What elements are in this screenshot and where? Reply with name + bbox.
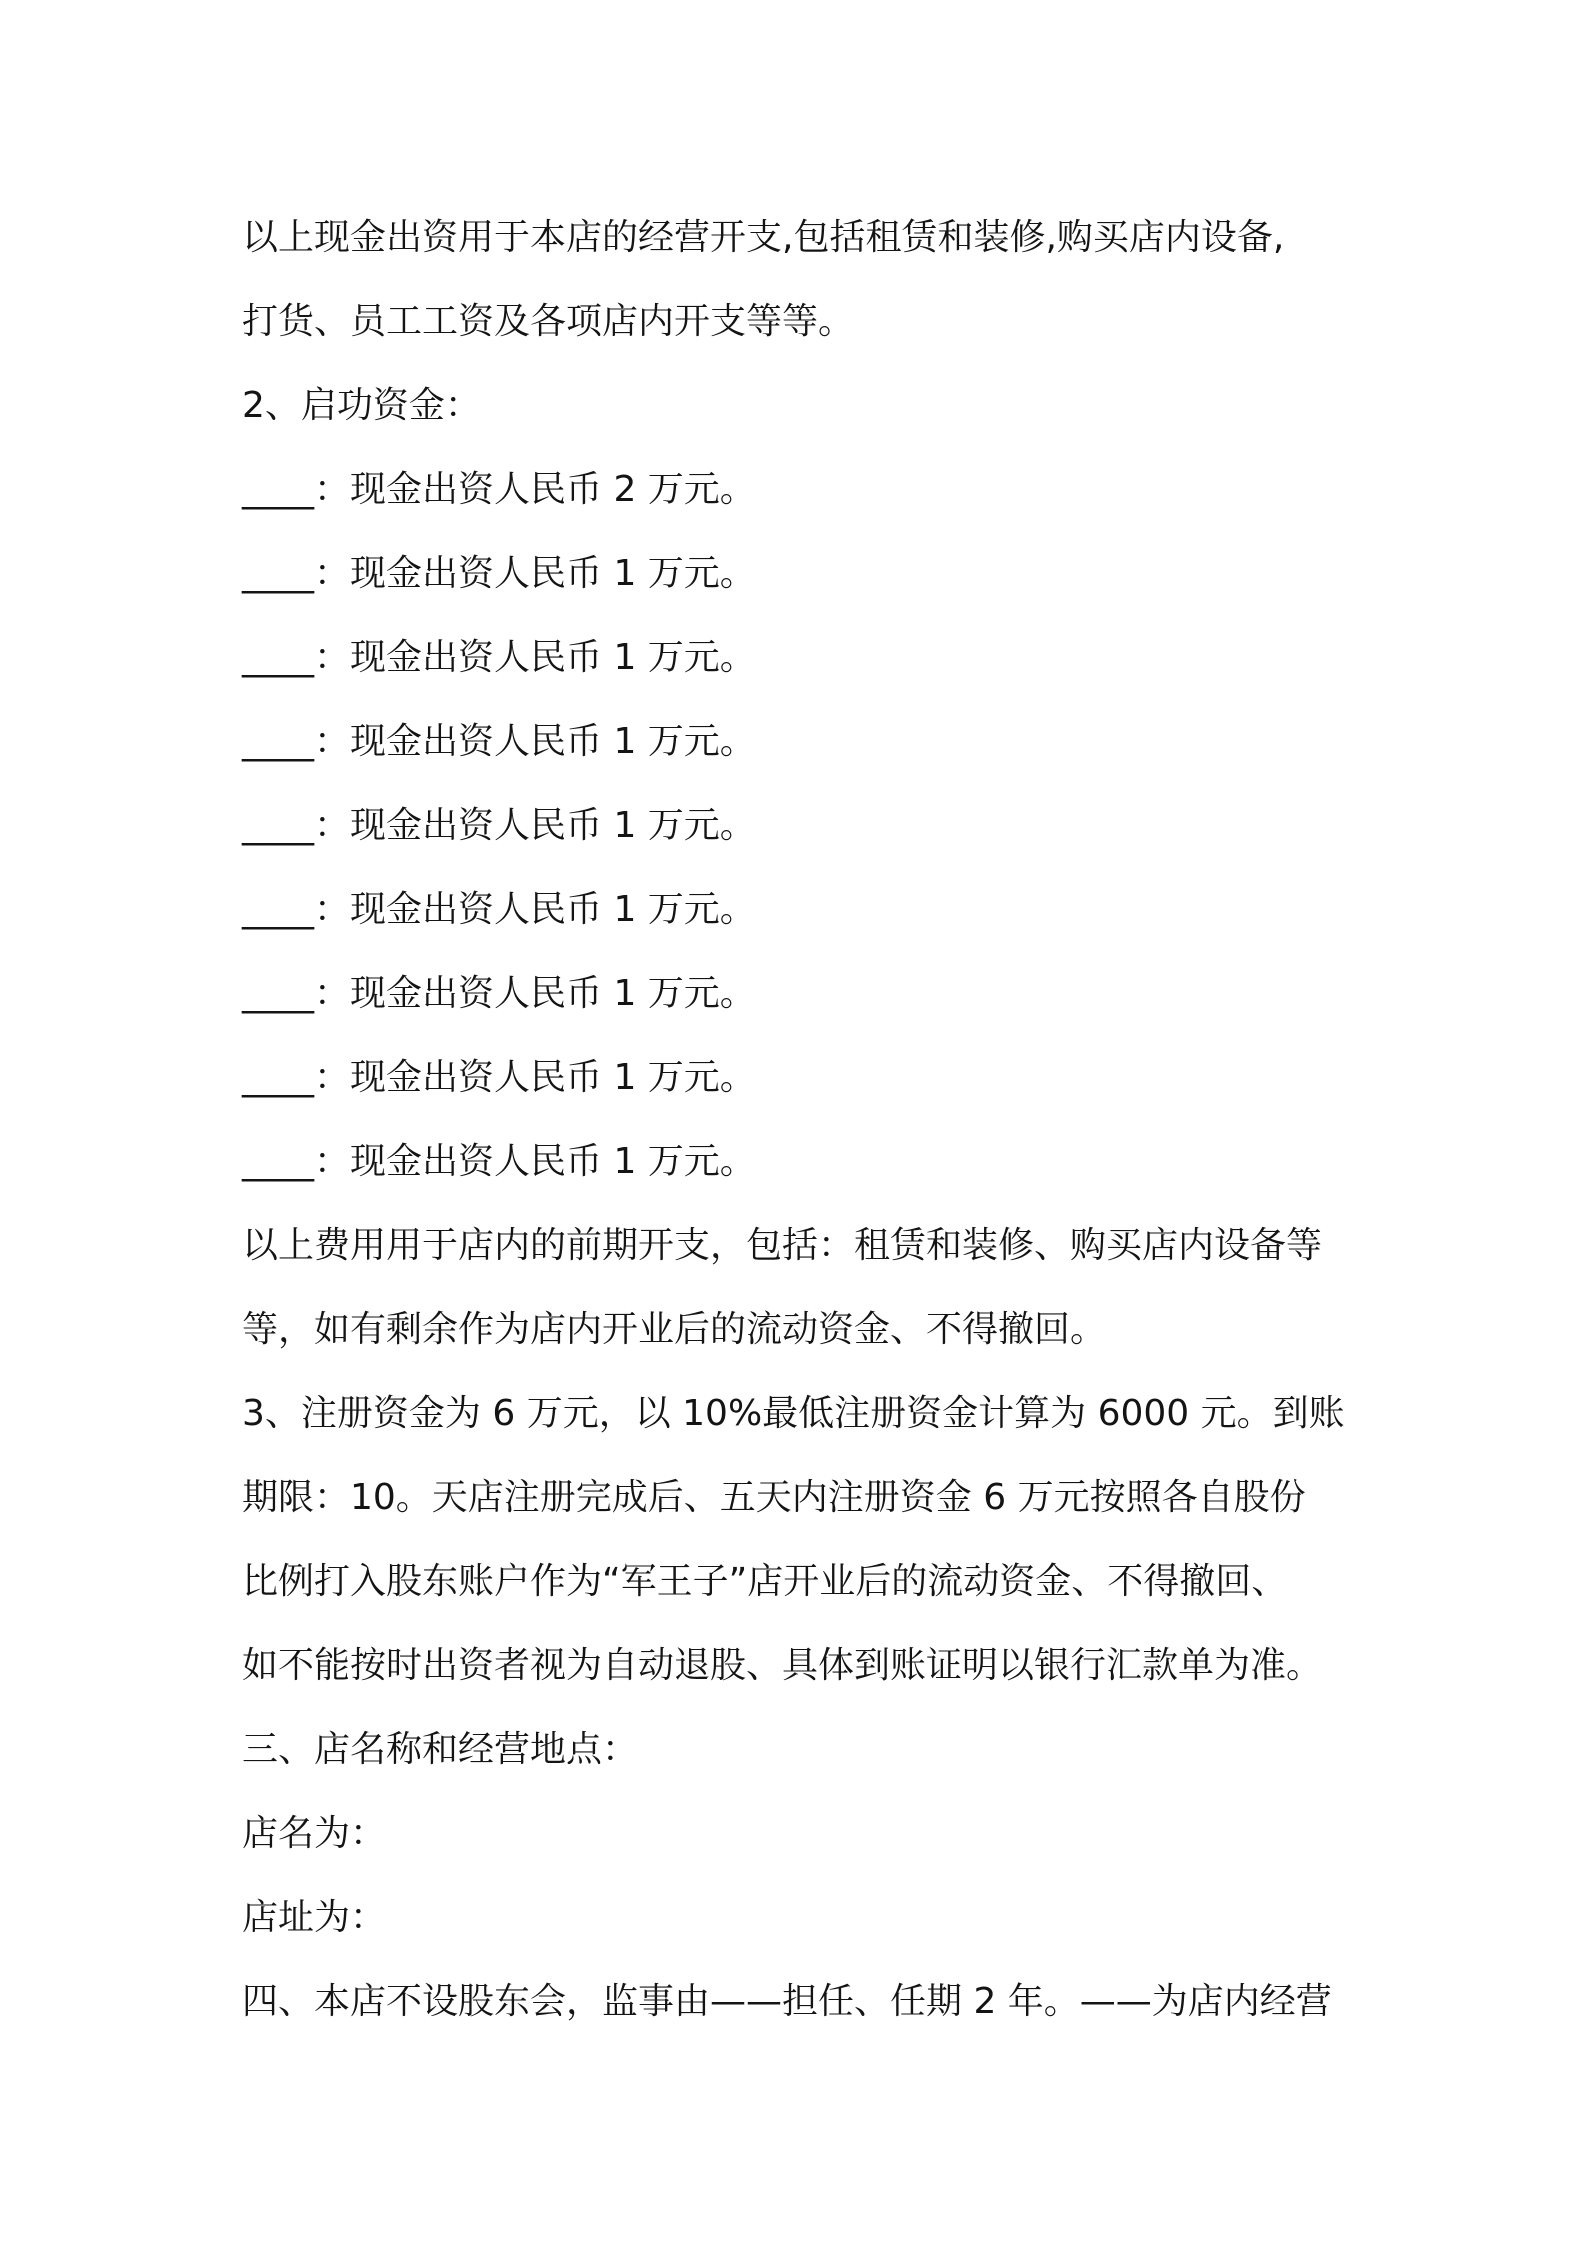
section-heading: 三、店名称和经营地点： [242, 1729, 639, 1770]
contribution-line: ____：现金出资人民币 1 万元。 [242, 973, 756, 1014]
paragraph-line: 以上费用用于店内的前期开支，包括：租赁和装修、购买店内设备等 [242, 1225, 1323, 1266]
paragraph-line: 打货、员工工资及各项店内开支等等。 [242, 301, 855, 342]
contribution-line: ____：现金出资人民币 1 万元。 [242, 1141, 756, 1182]
contribution-line: ____：现金出资人民币 1 万元。 [242, 889, 756, 930]
contribution-line: ____：现金出资人民币 1 万元。 [242, 553, 756, 594]
document-body [242, 196, 1362, 2044]
paragraph-line: 期限：10。天店注册完成后、五天内注册资金 6 万元按照各自股份 [242, 1477, 1306, 1518]
section-heading: 四、本店不设股东会，监事由——担任、任期 2 年。——为店内经营 [242, 1981, 1332, 2022]
paragraph-line: 比例打入股东账户作为“军王子”店开业后的流动资金、不得撤回、 [242, 1561, 1288, 1602]
paragraph-line: 如不能按时出资者视为自动退股、具体到账证明以银行汇款单为准。 [242, 1645, 1323, 1686]
contribution-line: ____：现金出资人民币 1 万元。 [242, 1057, 756, 1098]
paragraph-line: 等，如有剩余作为店内开业后的流动资金、不得撤回。 [242, 1309, 1107, 1350]
paragraph-line: 3、注册资金为 6 万元，以 10%最低注册资金计算为 6000 元。到账 [242, 1393, 1345, 1434]
contribution-line: ____：现金出资人民币 1 万元。 [242, 637, 756, 678]
shop-name-line: 店名为： [242, 1813, 387, 1854]
contribution-line: ____：现金出资人民币 1 万元。 [242, 805, 756, 846]
shop-address-line: 店址为： [242, 1897, 387, 1938]
section-heading: 2、启功资金： [242, 385, 481, 426]
contribution-line: ____：现金出资人民币 1 万元。 [242, 721, 756, 762]
contribution-line: ____：现金出资人民币 2 万元。 [242, 469, 756, 510]
paragraph-line: 以上现金出资用于本店的经营开支,包括租赁和装修,购买店内设备, [242, 217, 1285, 258]
